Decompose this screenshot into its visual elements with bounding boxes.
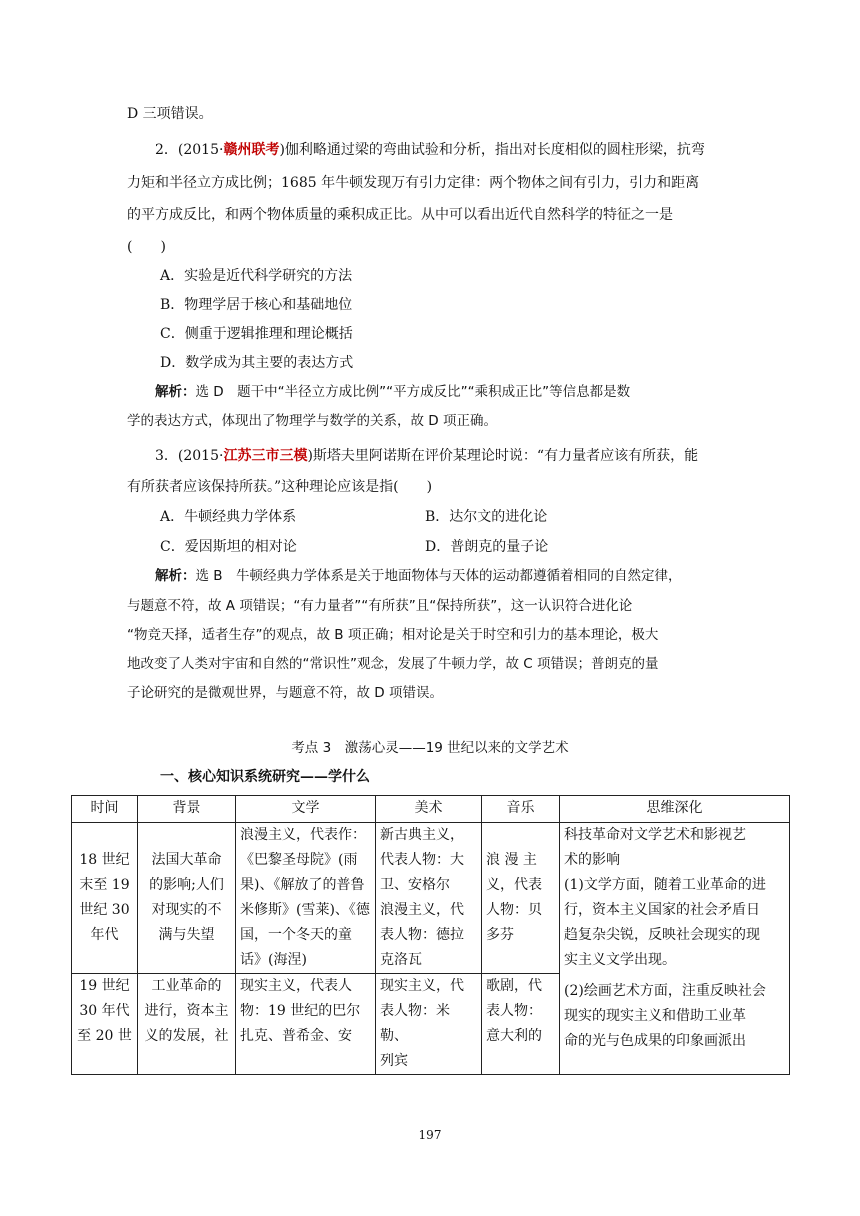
analysis-line: 解析：选 D 题干中“半径立方成比例”“平方成反比”“乘积成正比”等信息都是数 — [155, 384, 631, 400]
option-a: A．牛顿经典力学体系 — [160, 509, 297, 525]
text-line: D 三项错误。 — [127, 106, 213, 122]
header-deepening: 思维深化 — [560, 796, 790, 823]
header-literature: 文学 — [236, 796, 376, 823]
cell-literature: 浪漫主义，代表作： 《巴黎圣母院》(雨 果)、《解放了的普鲁 米修斯》(雪莱)、《德 国，一个冬天的童 话》(海涅) — [236, 823, 376, 974]
page-number: 197 — [418, 1128, 442, 1142]
question-source: 江苏三市三模 — [223, 448, 308, 464]
option-b: B．达尔文的进化论 — [425, 509, 548, 525]
cell-music: 歌剧，代 表人物： 意大利的 — [482, 974, 560, 1075]
cell-literature: 现实主义，代表人 物：19 世纪的巴尔 扎克、普希金、安 — [236, 974, 376, 1075]
cell-time: 19 世纪 30 年代 至 20 世 — [72, 974, 138, 1075]
question-2-line: ( ) — [127, 239, 166, 255]
cell-art: 新古典主义， 代表人物：大 卫、安格尔 浪漫主义，代 表人物：德拉 克洛瓦 — [376, 823, 482, 974]
cell-background: 法国大革命 的影响;人们 对现实的不 满与失望 — [138, 823, 236, 974]
header-art: 美术 — [376, 796, 482, 823]
analysis-line: 与题意不符，故 A 项错误；“有力量者”“有所获”且“保持所获”，这一认识符合进化论 — [127, 598, 633, 614]
option-c: C．侧重于逻辑推理和理论概括 — [160, 326, 353, 342]
header-background: 背景 — [138, 796, 236, 823]
section-title: 考点 3 激荡心灵——19 世纪以来的文学艺术 — [291, 740, 569, 756]
option-c: C．爱因斯坦的相对论 — [160, 539, 297, 555]
question-3-line: 有所获者应该保持所获。”这种理论应该是指( ) — [127, 479, 433, 495]
option-a: A．实验是近代科学研究的方法 — [160, 268, 353, 284]
cell-deepening: 科技革命对文学艺术和影视艺 术的影响 (1)文学方面，随着工业革命的进 行，资本主义国家的社会矛盾日 趋复杂尖锐，反映社会现实的现 实主义文学出现。 (2)绘画艺术方面，注重反映社会 现实的现实主义和借助工业革 命的光与色成果的印象画派出 — [560, 823, 790, 1075]
section-subtitle: 一、核心知识系统研究——学什么 — [160, 769, 370, 785]
question-2-line: 力矩和半径立方成比例；1685 年牛顿发现万有引力定律：两个物体之间有引力，引力和距离 — [127, 175, 700, 191]
question-3-line: 3．(2015·江苏三市三模)斯塔夫里阿诺斯在评价某理论时说：“有力量者应该有所获，能 — [155, 448, 699, 464]
cell-background: 工业革命的 进行，资本主 义的发展，社 — [138, 974, 236, 1075]
cell-music: 浪 漫 主 义，代表 人物：贝 多芬 — [482, 823, 560, 974]
option-d: D．数学成为其主要的表达方式 — [160, 355, 354, 371]
analysis-line: 解析：选 B 牛顿经典力学体系是关于地面物体与天体的运动都遵循着相同的自然定律， — [155, 568, 682, 584]
question-source: 赣州联考 — [223, 142, 280, 158]
analysis-line: “物竞天择，适者生存”的观点，故 B 项正确；相对论是关于时空和引力的基本理论，极大 — [127, 627, 659, 643]
header-time: 时间 — [72, 796, 138, 823]
analysis-line: 学的表达方式，体现出了物理学与数学的关系，故 D 项正确。 — [127, 413, 497, 429]
option-b: B．物理学居于核心和基础地位 — [160, 297, 353, 313]
analysis-line: 子论研究的是微观世界，与题意不符，故 D 项错误。 — [127, 685, 443, 701]
option-d: D．普朗克的量子论 — [425, 539, 549, 555]
question-2-line: 2．(2015·赣州联考)伽利略通过梁的弯曲试验和分析，指出对长度相似的圆柱形梁，抗弯 — [155, 142, 705, 158]
question-2-line: 的平方成反比，和两个物体质量的乘积成正比。从中可以看出近代自然科学的特征之一是 — [127, 207, 673, 223]
cell-art: 现实主义，代 表人物：米勒、 列宾 — [376, 974, 482, 1075]
analysis-line: 地改变了人类对宇宙和自然的“常识性”观念，发展了牛顿力学，故 C 项错误；普朗克的量 — [127, 656, 659, 672]
header-music: 音乐 — [482, 796, 560, 823]
table-row — [72, 823, 790, 974]
knowledge-table — [71, 795, 790, 1075]
cell-time: 18 世纪 末至 19 世纪 30 年代 — [72, 823, 138, 974]
table-header-row — [72, 796, 790, 823]
